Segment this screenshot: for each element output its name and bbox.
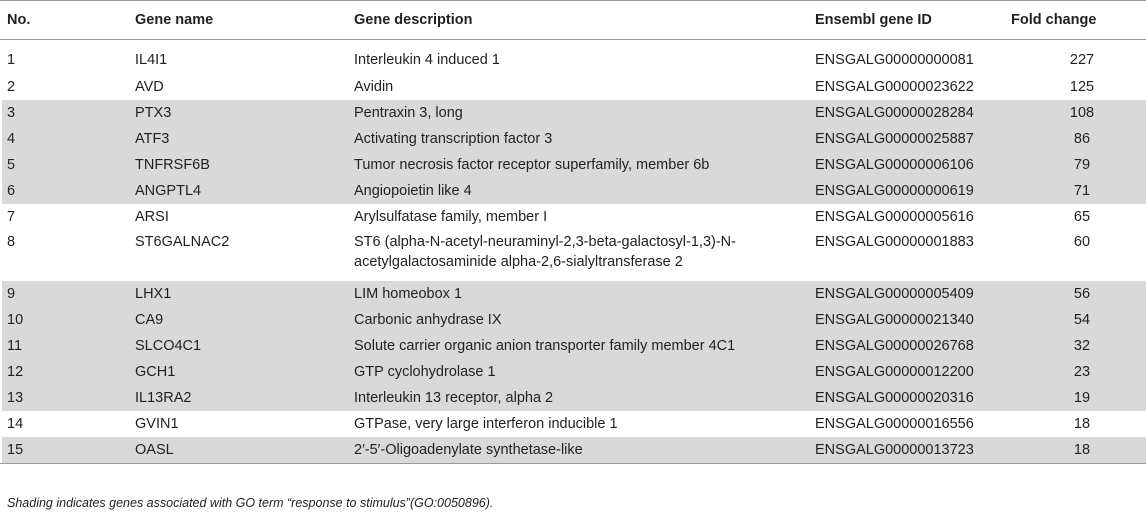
table-row bbox=[0, 40, 1146, 75]
cell-fold-change: 227 bbox=[1069, 52, 1095, 68]
cell-gene-name: IL4I1 bbox=[135, 52, 168, 68]
cell-no: 4 bbox=[0, 126, 135, 152]
cell-fold-change: 108 bbox=[1011, 100, 1146, 126]
cell-gene-description: Activating transcription factor 3 bbox=[354, 126, 815, 152]
cell-gene-name: LHX1 bbox=[135, 281, 354, 307]
cell-gene-name: GCH1 bbox=[135, 359, 354, 385]
cell-gene-name: SLCO4C1 bbox=[135, 333, 354, 359]
table-row bbox=[0, 411, 1146, 437]
table-footnote: Shading indicates genes associated with GO term “response to stimulus”(GO:0050896). bbox=[7, 496, 494, 510]
cell-gene-description: Tumor necrosis factor receptor superfamily, member 6b bbox=[354, 152, 815, 178]
cell-ensembl-id: ENSGALG00000026768 bbox=[815, 333, 1011, 359]
cell-gene-description: Angiopoietin like 4 bbox=[354, 178, 815, 204]
table-row bbox=[0, 126, 1146, 152]
cell-fold-change: 86 bbox=[1011, 126, 1146, 152]
cell-gene-description: Carbonic anhydrase IX bbox=[354, 307, 815, 333]
cell-fold-change: 71 bbox=[1011, 178, 1146, 204]
cell-gene-description: ST6 (alpha-N-acetyl-neuraminyl-2,3-beta-galactosyl-1,3)-N-acetylgalactosaminide alpha-2,6-sialyltransferase 2 bbox=[354, 234, 736, 270]
cell-no: 9 bbox=[0, 281, 135, 307]
table-row bbox=[0, 281, 1146, 307]
cell-fold-change: 32 bbox=[1011, 333, 1146, 359]
cell-fold-change: 65 bbox=[1073, 209, 1091, 225]
table-header-row bbox=[0, 1, 1146, 40]
cell-gene-description: Interleukin 13 receptor, alpha 2 bbox=[354, 385, 815, 411]
cell-ensembl-id: ENSGALG00000013723 bbox=[815, 437, 1011, 464]
cell-ensembl-id: ENSGALG00000025887 bbox=[815, 126, 1011, 152]
cell-no: 11 bbox=[0, 333, 135, 359]
cell-gene-description: Solute carrier organic anion transporter family member 4C1 bbox=[354, 333, 815, 359]
cell-fold-change: 79 bbox=[1011, 152, 1146, 178]
header-fold-change: Fold change bbox=[1011, 1, 1146, 40]
cell-fold-change: 19 bbox=[1011, 385, 1146, 411]
cell-fold-change: 18 bbox=[1073, 416, 1091, 432]
cell-ensembl-id: ENSGALG00000020316 bbox=[815, 385, 1011, 411]
header-no: No. bbox=[0, 1, 135, 40]
cell-ensembl-id: ENSGALG00000028284 bbox=[815, 100, 1011, 126]
cell-no: 5 bbox=[0, 152, 135, 178]
header-gene-description: Gene description bbox=[354, 1, 815, 40]
cell-gene-name: ATF3 bbox=[135, 126, 354, 152]
cell-gene-name: PTX3 bbox=[135, 100, 354, 126]
table-row bbox=[0, 204, 1146, 230]
cell-no: 1 bbox=[7, 52, 16, 68]
header-gene-name: Gene name bbox=[135, 1, 354, 40]
cell-ensembl-id: ENSGALG00000001883 bbox=[815, 234, 974, 250]
cell-gene-name: ANGPTL4 bbox=[135, 178, 354, 204]
header-ensembl-id: Ensembl gene ID bbox=[815, 1, 1011, 40]
cell-ensembl-id: ENSGALG00000005616 bbox=[815, 209, 974, 225]
cell-gene-description: Arylsulfatase family, member I bbox=[354, 209, 548, 225]
cell-ensembl-id: ENSGALG00000005409 bbox=[815, 281, 1011, 307]
cell-gene-description: GTPase, very large interferon inducible 1 bbox=[354, 416, 618, 432]
table-row bbox=[0, 437, 1146, 464]
table-row bbox=[0, 359, 1146, 385]
table-row bbox=[0, 230, 1146, 281]
table-row bbox=[0, 100, 1146, 126]
cell-gene-name: OASL bbox=[135, 437, 354, 464]
cell-ensembl-id: ENSGALG00000016556 bbox=[815, 416, 974, 432]
cell-gene-description: GTP cyclohydrolase 1 bbox=[354, 359, 815, 385]
cell-no: 13 bbox=[0, 385, 135, 411]
table-row bbox=[0, 385, 1146, 411]
cell-no: 15 bbox=[0, 437, 135, 464]
cell-ensembl-id: ENSGALG00000023622 bbox=[815, 79, 974, 95]
cell-no: 3 bbox=[0, 100, 135, 126]
cell-no: 6 bbox=[0, 178, 135, 204]
cell-no: 14 bbox=[7, 416, 24, 432]
cell-no: 7 bbox=[7, 209, 16, 225]
cell-fold-change: 56 bbox=[1011, 281, 1146, 307]
cell-gene-description: Interleukin 4 induced 1 bbox=[354, 52, 500, 68]
cell-gene-name: ST6GALNAC2 bbox=[135, 234, 230, 250]
cell-fold-change: 125 bbox=[1069, 79, 1095, 95]
table-row bbox=[0, 178, 1146, 204]
table-row bbox=[0, 307, 1146, 333]
cell-gene-name: AVD bbox=[135, 79, 164, 95]
cell-fold-change: 54 bbox=[1011, 307, 1146, 333]
cell-gene-description: 2′-5′-Oligoadenylate synthetase-like bbox=[354, 437, 815, 464]
cell-no: 12 bbox=[0, 359, 135, 385]
table-row bbox=[0, 74, 1146, 100]
table-row bbox=[0, 333, 1146, 359]
cell-gene-name: CA9 bbox=[135, 307, 354, 333]
cell-gene-description: Pentraxin 3, long bbox=[354, 100, 815, 126]
cell-no: 2 bbox=[7, 79, 16, 95]
cell-no: 10 bbox=[0, 307, 135, 333]
cell-ensembl-id: ENSGALG00000012200 bbox=[815, 359, 1011, 385]
cell-ensembl-id: ENSGALG00000000619 bbox=[815, 178, 1011, 204]
cell-gene-name: ARSI bbox=[135, 209, 169, 225]
cell-ensembl-id: ENSGALG00000021340 bbox=[815, 307, 1011, 333]
cell-no: 8 bbox=[7, 234, 16, 250]
cell-gene-name: TNFRSF6B bbox=[135, 152, 354, 178]
cell-fold-change: 18 bbox=[1011, 437, 1146, 464]
cell-ensembl-id: ENSGALG00000006106 bbox=[815, 152, 1011, 178]
table-row bbox=[0, 152, 1146, 178]
cell-gene-name: IL13RA2 bbox=[135, 385, 354, 411]
cell-fold-change: 23 bbox=[1011, 359, 1146, 385]
cell-gene-name: GVIN1 bbox=[135, 416, 179, 432]
cell-fold-change: 60 bbox=[1073, 234, 1091, 250]
cell-gene-description: Avidin bbox=[354, 79, 394, 95]
cell-ensembl-id: ENSGALG00000000081 bbox=[815, 52, 974, 68]
cell-gene-description: LIM homeobox 1 bbox=[354, 281, 815, 307]
